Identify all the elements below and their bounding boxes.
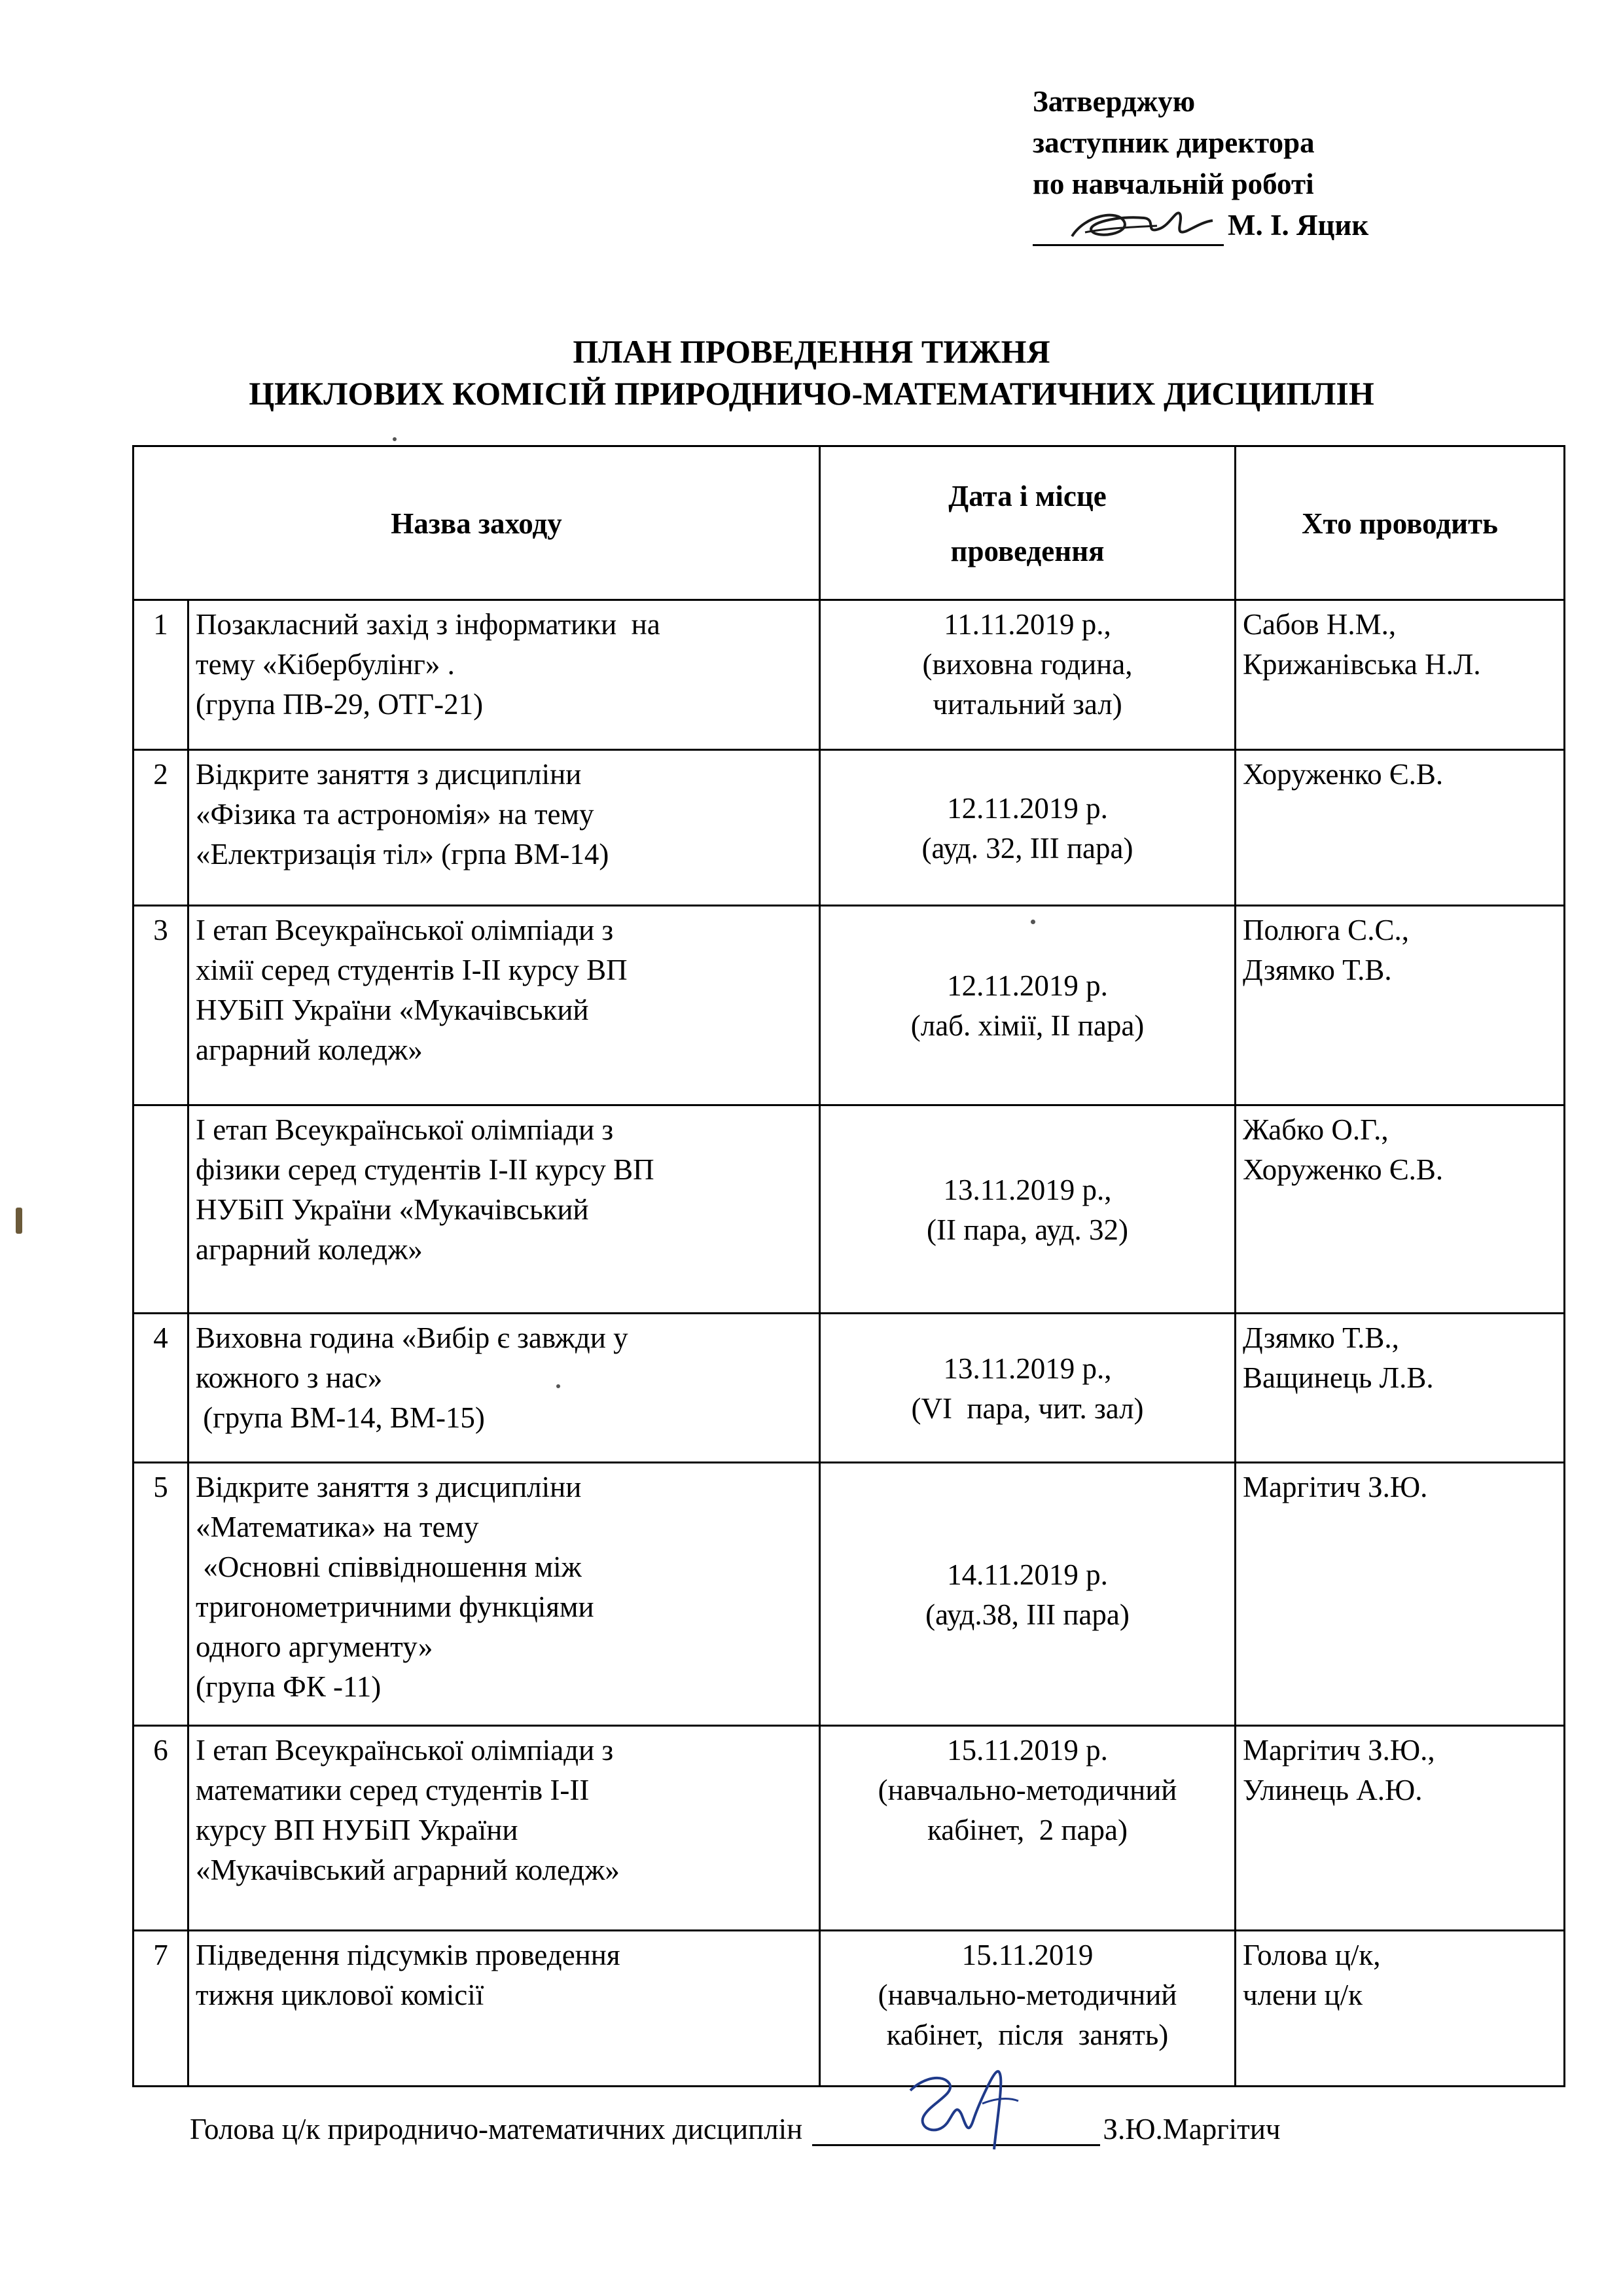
header-who: Хто проводить [1236,446,1565,600]
table-row [134,1105,1565,1314]
table-body [134,600,1565,2087]
table-row [134,906,1565,1105]
organizer-line: Полюга С.С., [1243,914,1409,946]
date-place-line: (ІІ пара, ауд. 32) [927,1213,1128,1246]
event-name-line: хімії серед студентів І-ІІ курсу ВП [196,954,628,986]
event-name-line: І етап Всеукраїнської олімпіади з [196,1113,614,1146]
event-name-line: аграрний коледж» [196,1233,423,1266]
scan-speck [393,437,397,441]
footer-signature-line [812,2110,1100,2146]
event-name-line: (група ВМ-14, ВМ-15) [196,1401,485,1434]
date-place-cell [820,1726,1236,1931]
approval-line-3: по навчальній роботі [1033,168,1314,200]
event-name-cell [188,750,820,906]
row-number: 4 [134,1314,188,1463]
organizer-line: Хоруженко Є.В. [1243,1153,1444,1186]
event-name-line: Позакласний захід з інформатики на [196,608,660,641]
approval-signature-line [1033,206,1224,246]
approval-signature-row [1033,205,1368,246]
table-row [134,750,1565,906]
organizer-line: Дзямко Т.В., [1243,1321,1399,1354]
event-name-line: Відкрите заняття з дисципліни [196,758,582,791]
organizer-line: члени ц/к [1243,1979,1363,2011]
organizer-cell [1236,906,1565,1105]
header-date-place [820,446,1236,600]
footer-label: Голова ц/к природничо-математичних дисциплін [190,2113,803,2145]
event-name-cell [188,1931,820,2087]
organizer-line: Крижанівська Н.Л. [1243,648,1481,681]
organizer-cell [1236,1463,1565,1726]
event-name-cell [188,1105,820,1314]
date-place-cell [820,600,1236,750]
organizer-line: Дзямко Т.В. [1243,954,1392,986]
event-name-line: фізики серед студентів І-ІІ курсу ВП [196,1153,654,1186]
date-place-line: 14.11.2019 р. [947,1558,1108,1591]
event-name-line: математики серед студентів І-ІІ [196,1774,590,1806]
organizer-cell [1236,1314,1565,1463]
event-name-line: «Фізика та астрономія» на тему [196,798,594,831]
event-name-cell [188,600,820,750]
footer-name: З.Ю.Маргітич [1103,2113,1281,2145]
event-name-line: І етап Всеукраїнської олімпіади з [196,914,614,946]
approval-signature-icon [1046,202,1216,248]
event-name-line: І етап Всеукраїнської олімпіади з [196,1734,614,1767]
event-name-line: Виховна година «Вибір є завжди у [196,1321,628,1354]
organizer-cell [1236,1105,1565,1314]
table-row [134,1726,1565,1931]
event-name-line: Підведення підсумків проведення [196,1939,620,1971]
approval-line-1: Затверджую [1033,85,1196,118]
approval-name: М. І. Яцик [1228,209,1369,242]
organizer-line: Хоруженко Є.В. [1243,758,1444,791]
date-place-cell [820,1463,1236,1726]
event-name-line: тижня циклової комісії [196,1979,484,2011]
event-name-line: «Основні співвідношення між [196,1551,582,1583]
row-number: 2 [134,750,188,906]
row-number: 7 [134,1931,188,2087]
date-place-line: 15.11.2019 [961,1939,1094,1971]
approval-line-2: заступник директора [1033,126,1315,159]
date-place-line: 12.11.2019 р. [947,791,1108,825]
event-name-line: НУБіП України «Мукачівський [196,994,589,1026]
event-name-line: «Електризація тіл» (грпа ВМ-14) [196,838,609,870]
date-place-line: 15.11.2019 р. [947,1734,1108,1767]
row-number [134,1105,188,1314]
event-name-cell [188,1463,820,1726]
organizer-line: Улинець А.Ю. [1243,1774,1423,1806]
header-event: Назва заходу [134,446,820,600]
event-name-line: «Мукачівський аграрний коледж» [196,1854,620,1886]
organizer-line: Голова ц/к, [1243,1939,1381,1971]
date-place-line: читальний зал) [933,688,1122,721]
event-name-line: кожного з нас» [196,1361,383,1394]
table-row [134,1931,1565,2087]
date-place-line: 13.11.2019 р., [943,1173,1112,1206]
date-place-cell [820,1314,1236,1463]
footer [190,2110,1281,2146]
date-place-line: (навчально-методичний [878,1774,1177,1806]
date-place-line: (лаб. хімії, ІІ пара) [910,1009,1145,1042]
organizer-line: Маргітич З.Ю. [1243,1471,1428,1503]
date-place-line: кабінет, після занять) [886,2018,1169,2051]
event-name-cell [188,1726,820,1931]
event-name-line: НУБіП України «Мукачівський [196,1193,589,1226]
event-name-cell [188,906,820,1105]
event-name-line: «Математика» на тему [196,1511,479,1543]
row-number: 1 [134,600,188,750]
event-name-line: Відкрите заняття з дисципліни [196,1471,582,1503]
plan-table [132,445,1565,2087]
organizer-cell [1236,750,1565,906]
event-name-line: тему «Кібербулінг» . [196,648,455,681]
date-place-line: (ауд. 32, ІІІ пара) [921,831,1133,865]
table-row [134,1463,1565,1726]
date-place-cell [820,1105,1236,1314]
event-name-cell [188,1314,820,1463]
approval-block [1033,81,1368,246]
event-name-line: аграрний коледж» [196,1033,423,1066]
event-name-line: тригонометричними функціями [196,1590,594,1623]
organizer-line: Сабов Н.М., [1243,608,1397,641]
header-date-place-line-1: Дата і місце [948,480,1107,512]
date-place-cell [820,750,1236,906]
document-title-line-2: ЦИКЛОВИХ КОМІСІЙ ПРИРОДНИЧО-МАТЕМАТИЧНИХ ДИСЦИПЛІН [249,375,1374,412]
row-number: 3 [134,906,188,1105]
row-number: 6 [134,1726,188,1931]
date-place-cell [820,906,1236,1105]
table-row [134,1314,1565,1463]
event-name-line: (група ФК -11) [196,1670,382,1703]
date-place-line: (навчально-методичний [878,1979,1177,2011]
organizer-line: Маргітич З.Ю., [1243,1734,1435,1767]
organizer-cell [1236,1726,1565,1931]
table-row [134,600,1565,750]
event-name-line: курсу ВП НУБіП України [196,1814,518,1846]
table-header-row [134,446,1565,600]
header-date-place-line-2: проведення [950,535,1105,567]
row-number: 5 [134,1463,188,1726]
date-place-line: 12.11.2019 р. [947,969,1108,1002]
footer-signature-icon [884,2058,1035,2156]
scan-speck [1031,920,1035,924]
scan-speck [556,1384,560,1388]
date-place-line: 11.11.2019 р., [944,608,1111,641]
organizer-cell [1236,600,1565,750]
organizer-line: Ващинець Л.В. [1243,1361,1434,1394]
date-place-line: (VІ пара, чит. зал) [911,1391,1144,1425]
scan-speck [16,1208,22,1234]
organizer-line: Жабко О.Г., [1243,1113,1389,1146]
date-place-line: кабінет, 2 пара) [927,1814,1128,1846]
date-place-line: (ауд.38, ІІІ пара) [925,1598,1130,1631]
organizer-cell [1236,1931,1565,2087]
event-name-line: одного аргументу» [196,1630,433,1663]
date-place-line: 13.11.2019 р., [943,1352,1112,1385]
event-name-line: (група ПВ-29, ОТГ-21) [196,688,484,721]
document-title-line-1: ПЛАН ПРОВЕДЕННЯ ТИЖНЯ [573,333,1050,370]
date-place-line: (виховна година, [922,648,1133,681]
